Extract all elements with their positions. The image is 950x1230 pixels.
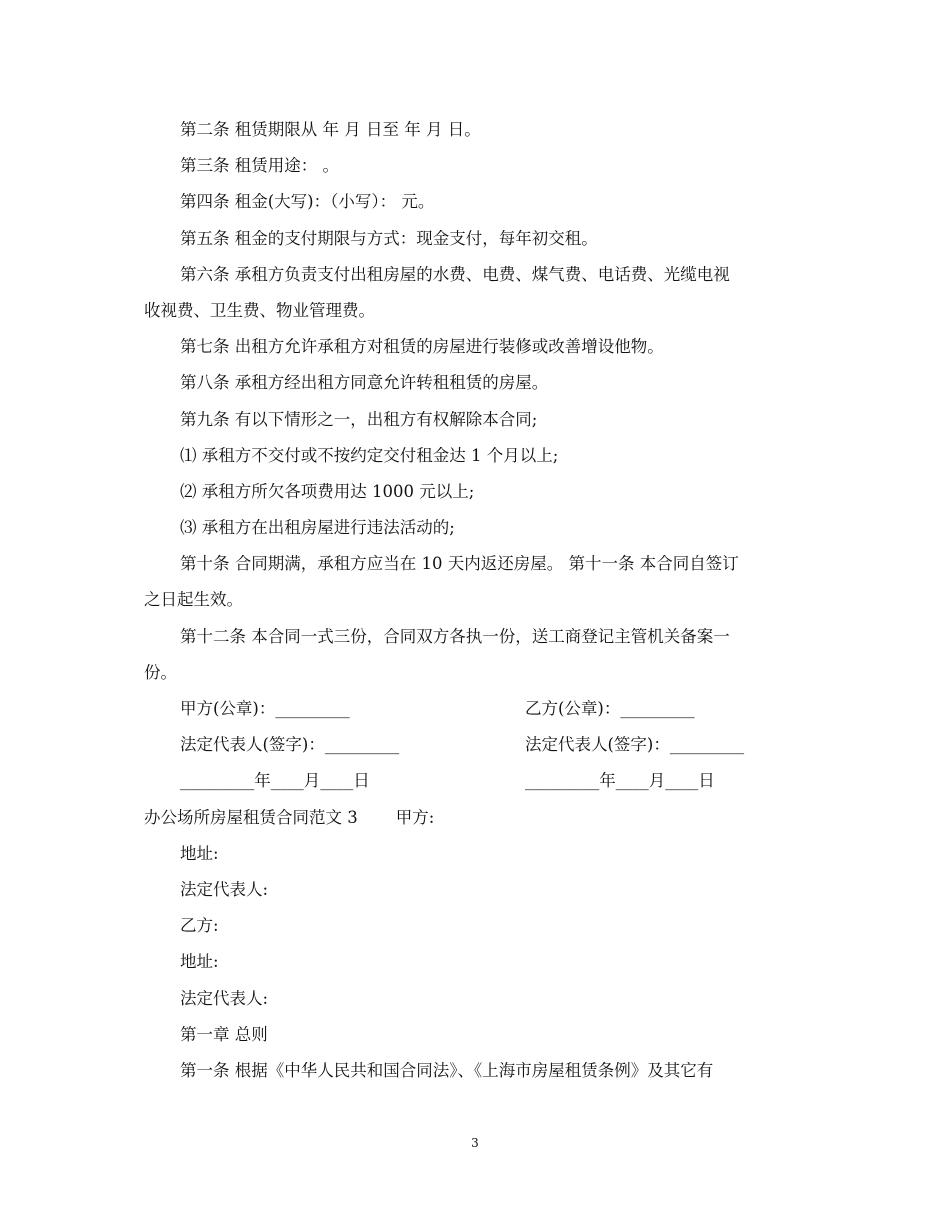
clause-9-item-3: ⑶ 承租方在出租房屋进行违法活动的; [180, 518, 455, 538]
section-party-b: 乙方: [180, 916, 219, 936]
party-b-date: _________年____月____日 [525, 771, 715, 791]
clause-5: 第五条 租金的支付期限与方式：现金支付，每年初交租。 [180, 228, 598, 248]
clause-4: 第四条 租金(大写)：（小写）： 元。 [180, 192, 435, 212]
clause-9-item-1: ⑴ 承租方不交付或不按约定交付租金达 1 个月以上; [180, 445, 559, 465]
clause-10-line-2: 之日起生效。 [144, 590, 243, 610]
section-title: 办公场所房屋租赁合同范文 3 [144, 807, 358, 827]
section-address-a: 地址: [180, 843, 219, 863]
party-b-rep: 法定代表人(签字)：_________ [525, 735, 745, 755]
party-a-seal: 甲方(公章)：_________ [180, 699, 350, 718]
party-a-date: _________年____月____日 [180, 771, 370, 791]
document-body [144, 112, 806, 1089]
clause-2: 第二条 租赁期限从 年 月 日至 年 月 日。 [180, 120, 481, 139]
section-rep-a: 法定代表人: [180, 879, 269, 899]
clause-6-line-1: 第六条 承租方负责支付出租房屋的水费、电费、煤气费、电话费、光缆电视 [180, 264, 730, 284]
chapter-1-clause-1: 第一条 根据《中华人民共和国合同法》、《上海市房屋租赁条例》及其它有 [180, 1060, 714, 1080]
signature-row-seal [144, 691, 806, 727]
party-b-seal: 乙方(公章)：_________ [525, 699, 695, 718]
section-party-a: 甲方: [395, 807, 435, 827]
clause-6-line-2: 收视费、卫生费、物业管理费。 [144, 300, 375, 320]
section-address-b: 地址: [180, 952, 219, 972]
chapter-1-title: 第一章 总则 [180, 1024, 268, 1044]
clause-9: 第九条 有以下情形之一，出租方有权解除本合同; [180, 409, 538, 429]
page-number: 3 [471, 1136, 479, 1150]
clause-3: 第三条 租赁用途： 。 [180, 156, 339, 176]
clause-12-line-2: 份。 [144, 662, 177, 682]
clause-8: 第八条 承租方经出租方同意允许转租租赁的房屋。 [180, 373, 549, 393]
signature-row-date [144, 763, 806, 799]
section-heading [144, 800, 806, 836]
clause-10-line-1: 第十条 合同期满，承租方应当在 10 天内返还房屋。 第十一条 本合同自签订 [180, 554, 739, 574]
section-rep-b: 法定代表人: [180, 988, 269, 1008]
clause-7: 第七条 出租方允许承租方对租赁的房屋进行装修或改善增设他物。 [180, 337, 664, 357]
signature-row-rep [144, 727, 806, 763]
party-a-rep: 法定代表人(签字)：_________ [180, 735, 400, 755]
clause-9-item-2: ⑵ 承租方所欠各项费用达 1000 元以上; [180, 481, 475, 501]
clause-12-line-1: 第十二条 本合同一式三份，合同双方各执一份，送工商登记主管机关备案一 [180, 626, 730, 646]
